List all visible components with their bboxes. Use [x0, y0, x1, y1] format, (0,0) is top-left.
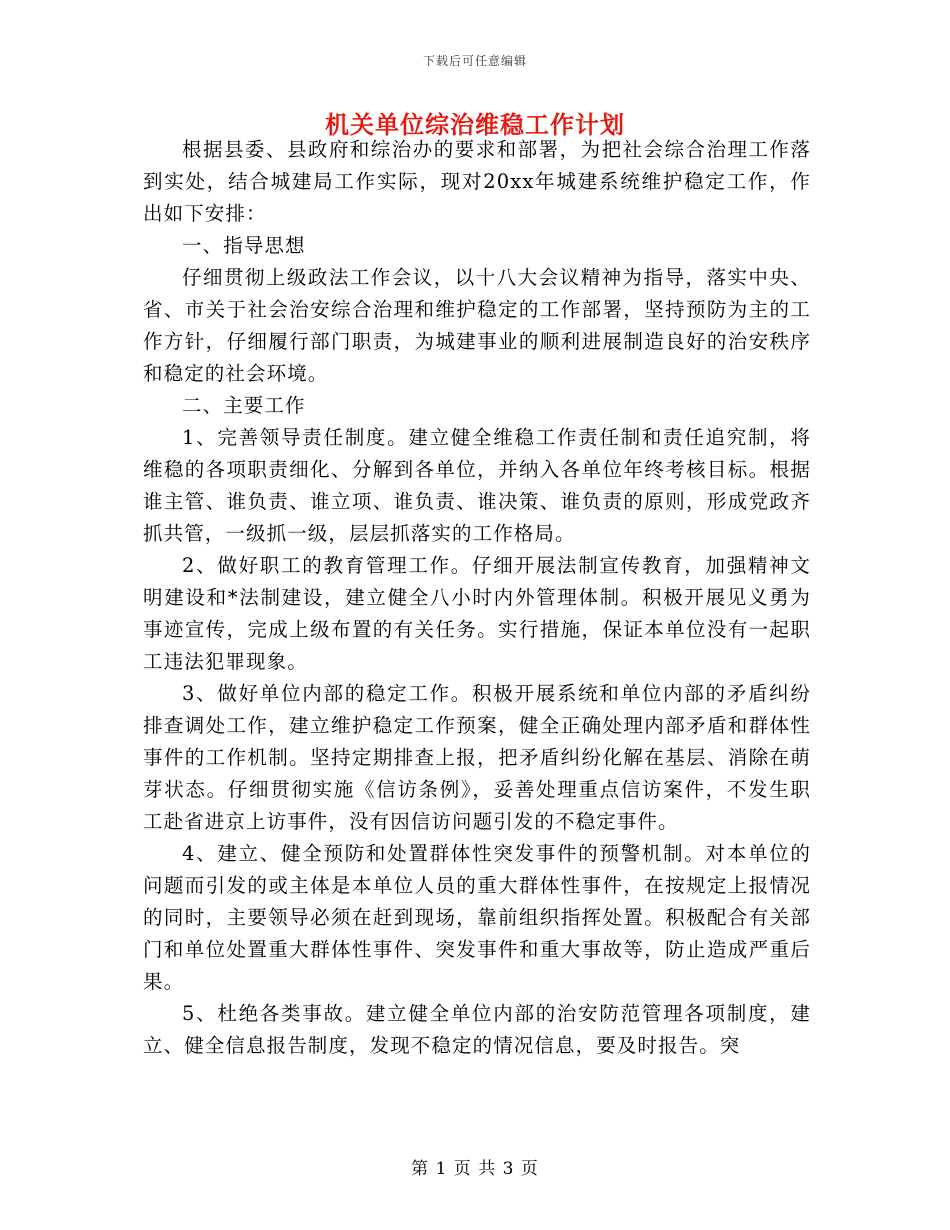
paragraph-item-3: 3、做好单位内部的稳定工作。积极开展系统和单位内部的矛盾纠纷排查调处工作，建立维护稳定工作预案，健全正确处理内部矛盾和群体性事件的工作机制。坚持定期排查上报，把矛盾纠纷化解在基层、消除在萌芽状态。仔细贯彻实施《信访条例》，妥善处理重点信访案件，不发生职工赴省进京上访事件，没有因信访问题引发的不稳定事件。 — [143, 682, 811, 833]
paragraph-item-2: 2、做好职工的教育管理工作。仔细开展法制宣传教育，加强精神文明建设和*法制建设，建立健全八小时内外管理体制。积极开展见义勇为事迹宣传，完成上级布置的有关任务。实行措施，保证本单位没有一起职工违法犯罪现象。 — [143, 554, 811, 673]
page-header-note: 下载后可任意编辑 — [422, 54, 527, 68]
paragraph-guiding-ideology: 仔细贯彻上级政法工作会议，以十八大会议精神为指导，落实中央、省、市关于社会治安综合治理和维护稳定的工作部署，坚持预防为主的工作方针，仔细履行部门职责，为城建事业的顺利进展制造良好的治安秩序和稳定的社会环境。 — [143, 266, 811, 385]
paragraph-intro: 根据县委、县政府和综治办的要求和部署，为把社会综合治理工作落到实处，结合城建局工作实际，现对20xx年城建系统维护稳定工作，作出如下安排： — [143, 138, 811, 225]
page-footer — [0, 1154, 950, 1179]
footer-suffix: 页 — [520, 1159, 539, 1179]
paragraph-item-5: 5、杜绝各类事故。建立健全单位内部的治安防范管理各项制度，建立、健全信息报告制度，发现不稳定的情况信息，要及时报告。突 — [143, 1002, 811, 1057]
paragraph-item-1: 1、完善领导责任制度。建立健全维稳工作责任制和责任追究制，将维稳的各项职责细化、分解到各单位，并纳入各单位年终考核目标。根据谁主管、谁负责、谁立项、谁负责、谁决策、谁负责的原则，形成党政齐抓共管，一级抓一级，层层抓落实的工作格局。 — [143, 426, 811, 545]
section-heading-guiding-ideology: 一、指导思想 — [182, 234, 306, 257]
footer-middle: 页 共 — [453, 1159, 497, 1179]
footer-prefix: 第 — [411, 1159, 430, 1179]
document-body — [143, 134, 811, 1062]
document-title: 机关单位综治维稳工作计划 — [325, 110, 625, 139]
paragraph-item-4: 4、建立、健全预防和处置群体性突发事件的预警机制。对本单位的问题而引发的或主体是本单位人员的重大群体性事件，在按规定上报情况的同时，主要领导必须在赶到现场，靠前组织指挥处置。积极配合有关部门和单位处置重大群体性事件、突发事件和重大事故等，防止造成严重后果。 — [143, 842, 811, 993]
section-heading-main-work: 二、主要工作 — [182, 394, 306, 417]
footer-total-pages: 3 — [502, 1159, 515, 1179]
footer-page-number: 1 — [435, 1159, 448, 1179]
